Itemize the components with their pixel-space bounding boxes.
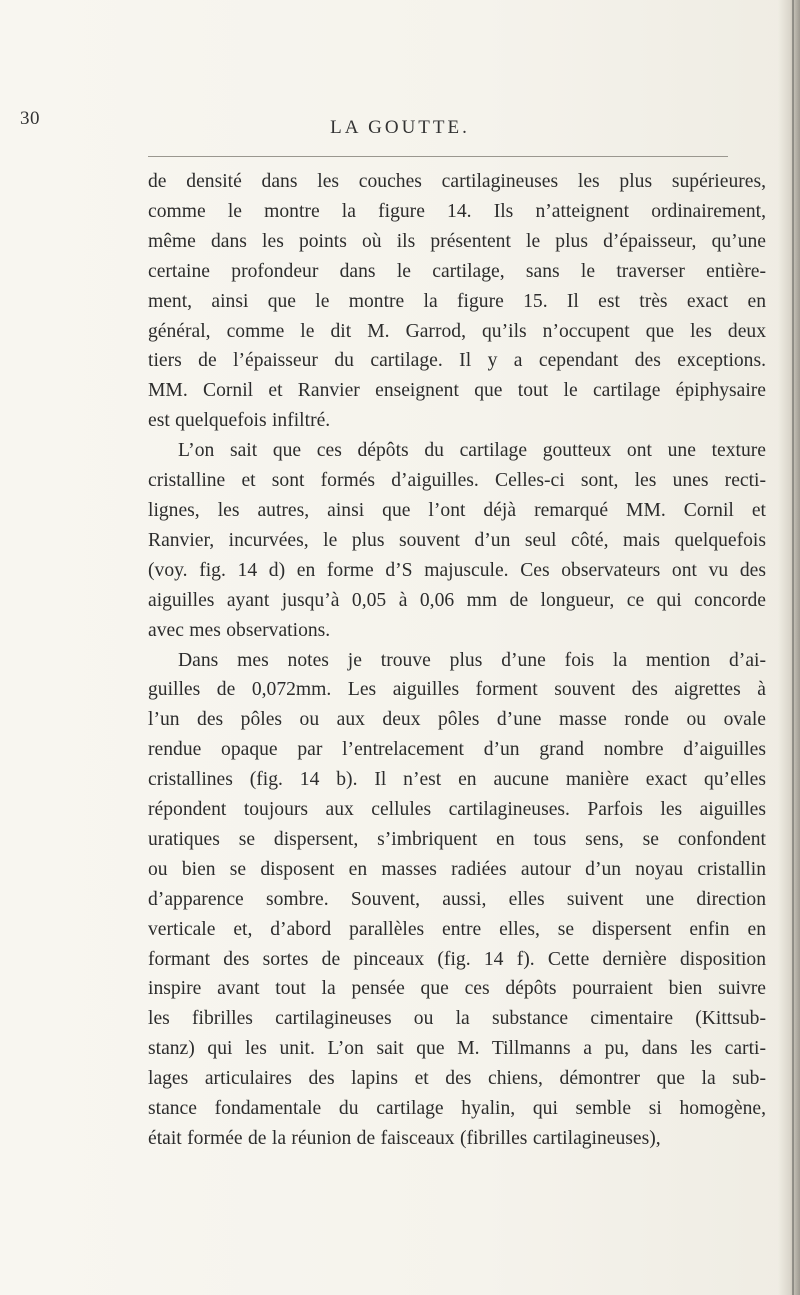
body-text [148, 167, 766, 1154]
text-line: Dans mes notes je trouve plus d’une fois la mention d’ai- [178, 649, 766, 671]
text-line: rendue opaque par l’entrelacement d’un grand nombre d’aiguilles [148, 739, 766, 761]
text-line: (voy. fig. 14 d) en forme d’S majuscule. Ces observateurs ont vu des [148, 559, 766, 581]
page-edge-line [792, 0, 794, 1295]
text-line: lages articulaires des lapins et des chiens, démontrer que la sub- [148, 1068, 766, 1090]
text-line: L’on sait que ces dépôts du cartilage goutteux ont une texture [178, 440, 766, 462]
text-line: verticale et, d’abord parallèles entre elles, se dispersent enfin en [148, 918, 766, 940]
text-line: aiguilles ayant jusqu’à 0,05 à 0,06 mm de longueur, ce qui concorde [148, 589, 766, 611]
text-line: était formée de la réunion de faisceaux (fibrilles cartilagineuses), [148, 1128, 661, 1149]
text-line: certaine profondeur dans le cartilage, sans le traverser entière- [148, 260, 766, 282]
page-edge-shadow [778, 0, 800, 1295]
text-line: répondent toujours aux cellules cartilagineuses. Parfois les aiguilles [148, 799, 766, 821]
text-line: d’apparence sombre. Souvent, aussi, elles suivent une direction [148, 888, 766, 910]
page-number: 30 [20, 108, 40, 129]
text-line: stance fondamentale du cartilage hyalin, qui semble si homogène, [148, 1098, 766, 1120]
text-line: l’un des pôles ou aux deux pôles d’une masse ronde ou ovale [148, 709, 766, 731]
text-line: même dans les points où ils présentent le plus d’épaisseur, qu’une [148, 230, 766, 252]
text-line: général, comme le dit M. Garrod, qu’ils n’occupent que les deux [148, 320, 766, 342]
text-line: cristallines (fig. 14 b). Il n’est en aucune manière exact qu’elles [148, 769, 766, 791]
text-line: lignes, les autres, ainsi que l’ont déjà remarqué MM. Cornil et [148, 499, 766, 521]
text-line: inspire avant tout la pensée que ces dépôts pourraient bien suivre [148, 978, 766, 1000]
text-line: stanz) qui les unit. L’on sait que M. Tillmanns a pu, dans les carti- [148, 1038, 766, 1060]
text-line: ment, ainsi que le montre la figure 15. Il est très exact en [148, 290, 766, 312]
text-line: cristalline et sont formés d’aiguilles. Celles-ci sont, les unes recti- [148, 470, 766, 492]
paragraph [148, 646, 766, 1154]
text-line: Ranvier, incurvées, le plus souvent d’un seul côté, mais quelquefois [148, 529, 766, 551]
text-line: formant des sortes de pinceaux (fig. 14 f). Cette dernière disposition [148, 948, 766, 970]
text-line: tiers de l’épaisseur du cartilage. Il y a cependant des exceptions. [148, 350, 766, 372]
text-line: est quelquefois infiltré. [148, 410, 331, 432]
header-rule [148, 156, 728, 157]
text-line: de densité dans les couches cartilagineuses les plus supérieures, [148, 171, 766, 192]
text-line: guilles de 0,072mm. Les aiguilles forment souvent des aigrettes à [148, 679, 766, 701]
text-line: les fibrilles cartilagineuses ou la substance cimentaire (Kittsub- [148, 1008, 766, 1030]
text-line: avec mes observations. [148, 619, 331, 641]
text-line: comme le montre la figure 14. Ils n’atteignent ordinairement, [148, 200, 766, 222]
running-title: LA GOUTTE. [330, 117, 470, 138]
text-line: MM. Cornil et Ranvier enseignent que tout le cartilage épiphysaire [148, 380, 766, 402]
paragraph [148, 167, 766, 436]
text-line: uratiques se dispersent, s’imbriquent en tous sens, se confondent [148, 828, 766, 850]
paragraph [148, 436, 766, 645]
text-line: ou bien se disposent en masses radiées autour d’un noyau cristallin [148, 858, 766, 880]
